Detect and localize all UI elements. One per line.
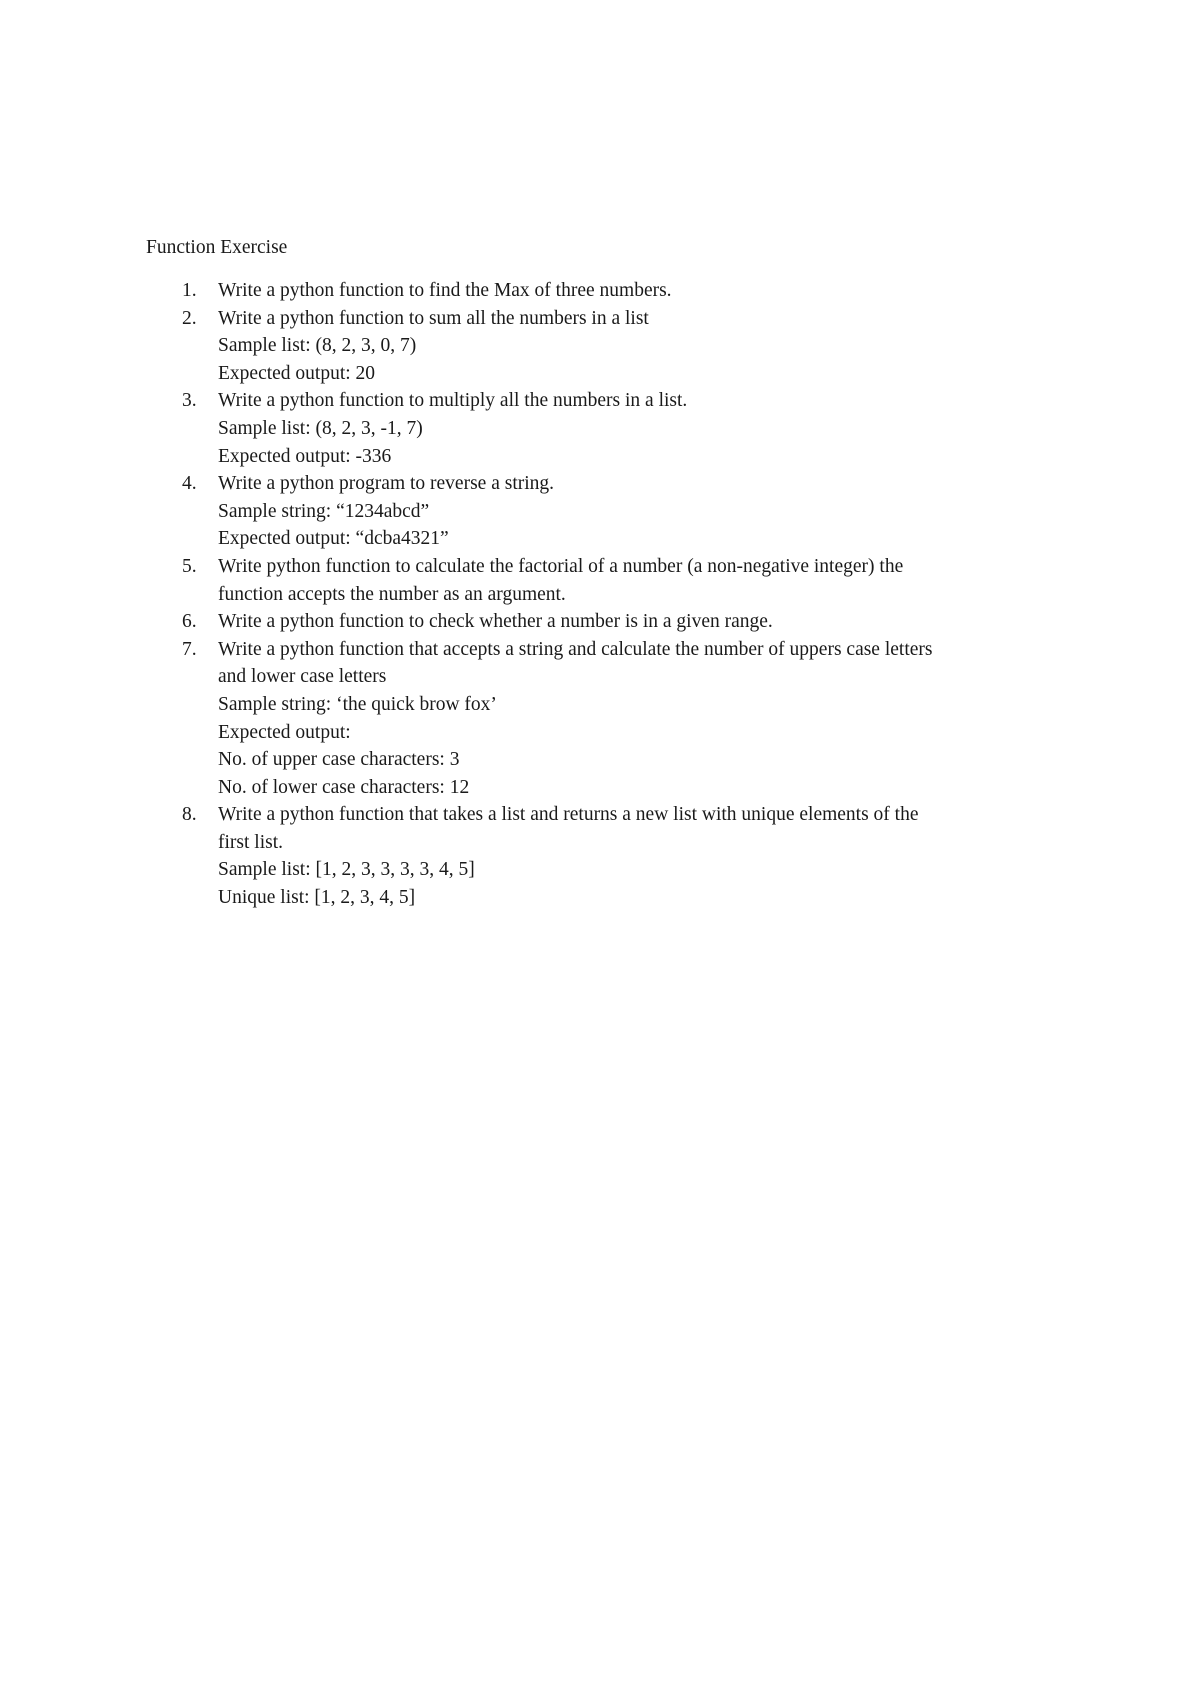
sample-line: Sample string: “1234abcd”: [218, 500, 430, 522]
exercise-item: [146, 470, 1046, 553]
item-text: Write a python function to check whether a number is in a given range.: [218, 611, 773, 633]
item-text-continued: function accepts the number as an argument.: [218, 583, 566, 605]
expected-output-line: Expected output: “dcba4321”: [218, 528, 449, 550]
output-detail-line: No. of lower case characters: 12: [218, 776, 470, 798]
exercise-item: [146, 387, 1046, 470]
exercise-item: [146, 277, 1046, 305]
item-text: Write a python function that accepts a string and calculate the number of uppers case letters: [218, 638, 933, 660]
sample-line: Sample string: ‘the quick brow fox’: [218, 693, 497, 715]
item-text: Write a python function to find the Max of three numbers.: [218, 280, 672, 301]
item-text: Write a python function that takes a list and returns a new list with unique elements of the: [218, 804, 919, 826]
expected-output-line: Expected output:: [218, 721, 351, 743]
item-text: Write python function to calculate the factorial of a number (a non-negative integer) the: [218, 555, 904, 577]
item-text: Write a python program to reverse a string.: [218, 473, 555, 495]
item-text: Write a python function to multiply all the numbers in a list.: [218, 390, 688, 412]
output-detail-line: No. of upper case characters: 3: [218, 749, 460, 771]
item-number: 6.: [182, 611, 197, 633]
item-number: 2.: [182, 307, 197, 329]
item-number: 7.: [182, 638, 197, 660]
exercise-list: [146, 277, 1046, 912]
exercise-item: [146, 636, 1046, 802]
unique-list-line: Unique list: [1, 2, 3, 4, 5]: [218, 887, 416, 909]
sample-line: Sample list: (8, 2, 3, 0, 7): [218, 335, 417, 357]
item-text-continued: first list.: [218, 831, 284, 853]
exercise-item: [146, 305, 1046, 388]
item-number: 5.: [182, 555, 197, 577]
sample-line: Sample list: [1, 2, 3, 3, 3, 3, 4, 5]: [218, 859, 475, 881]
item-number: 3.: [182, 390, 197, 412]
item-text: Write a python function to sum all the numbers in a list: [218, 307, 649, 329]
exercise-item: [146, 553, 1046, 608]
sample-line: Sample list: (8, 2, 3, -1, 7): [218, 417, 423, 439]
expected-output-line: Expected output: -336: [218, 445, 392, 467]
item-number: 8.: [182, 804, 197, 826]
exercise-item: [146, 801, 1046, 911]
item-number: 1.: [182, 280, 197, 301]
exercise-item: [146, 608, 1046, 636]
item-text-continued: and lower case letters: [218, 666, 387, 688]
expected-output-line: Expected output: 20: [218, 362, 376, 384]
item-number: 4.: [182, 473, 197, 495]
document-title: Function Exercise: [146, 237, 288, 258]
